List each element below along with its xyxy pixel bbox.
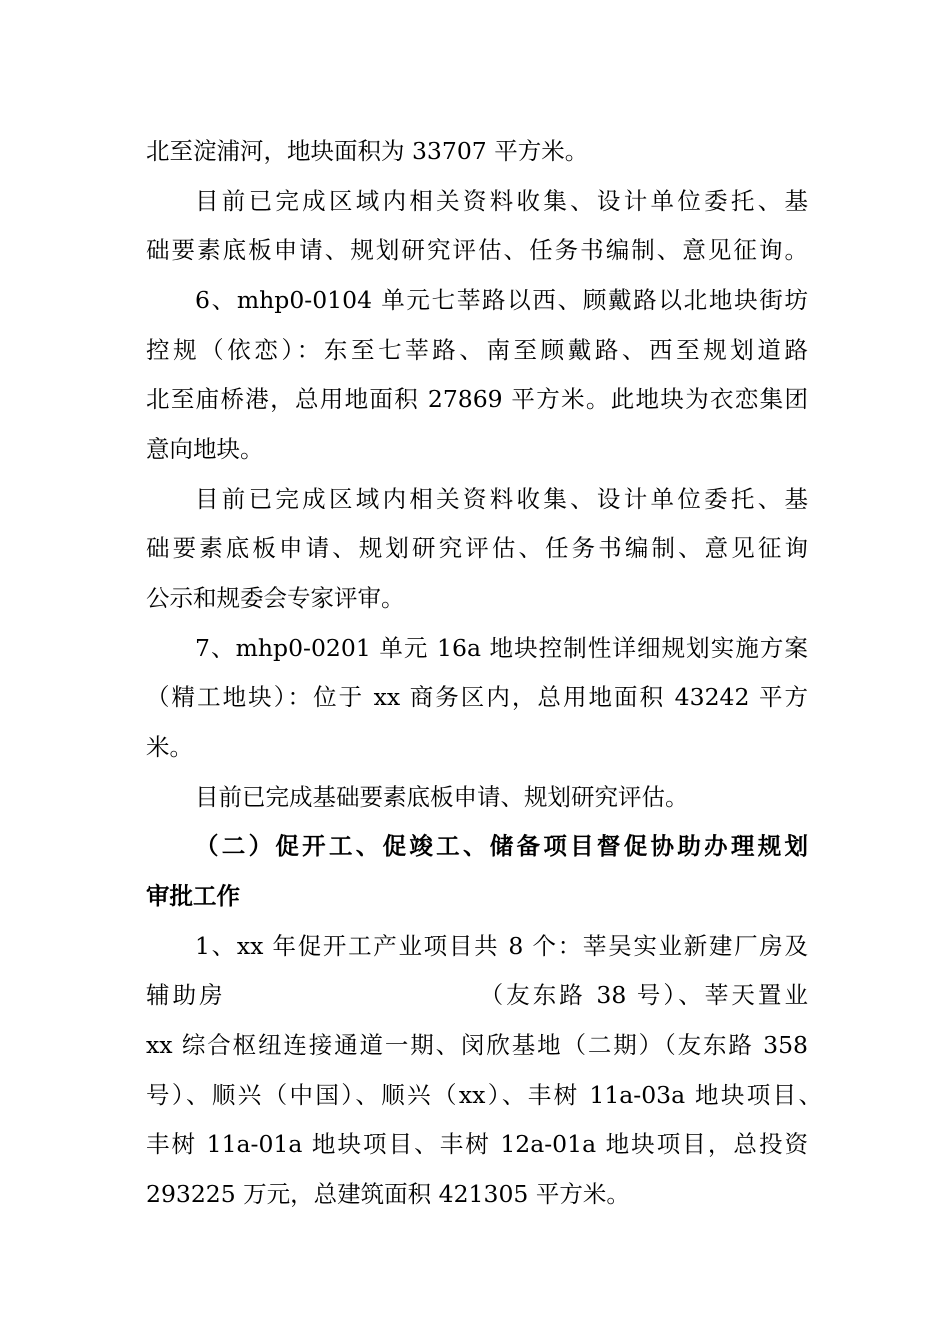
- paragraph-line: 293225 万元，总建筑面积 421305 平方米。: [146, 1180, 630, 1208]
- paragraph-line: 础要素底板申请、规划研究评估、任务书编制、意见征询。: [146, 236, 808, 264]
- paragraph-line: 控规（依恋）：东至七莘路、南至顾戴路、西至规划道路: [146, 336, 808, 364]
- paragraph-line: 号）、顺兴（中国）、顺兴（xx）、丰树 11a-03a 地块项目、: [146, 1081, 822, 1109]
- section-heading-line: 审批工作: [146, 882, 240, 910]
- paragraph-line: 6、mhp0-0104 单元七莘路以西、顾戴路以北地块街坊: [195, 286, 808, 314]
- paragraph-line: 丰树 11a-01a 地块项目、丰树 12a-01a 地块项目，总投资: [146, 1130, 808, 1158]
- paragraph-line: 目前已完成区域内相关资料收集、设计单位委托、基: [195, 485, 808, 513]
- paragraph-line: 公示和规委会专家评审。: [146, 584, 405, 612]
- paragraph-line: xx 综合枢纽连接通道一期、闵欣基地（二期）（友东路 358: [146, 1031, 808, 1059]
- paragraph-line: 础要素底板申请、规划研究评估、任务书编制、意见征询: [146, 534, 808, 562]
- paragraph-line: 北至淀浦河，地块面积为 33707 平方米。: [146, 137, 589, 165]
- paragraph-line: 意向地块。: [146, 435, 264, 463]
- paragraph-line: 1、xx 年促开工产业项目共 8 个：莘吴实业新建厂房及: [195, 932, 808, 960]
- paragraph-line: 目前已完成区域内相关资料收集、设计单位委托、基: [195, 187, 808, 215]
- paragraph-line: 辅助房 （友东路 38 号）、莘天置业: [146, 981, 808, 1009]
- paragraph-line: 米。: [146, 733, 193, 761]
- section-heading-line: （二）促开工、促竣工、储备项目督促协助办理规划: [195, 832, 808, 860]
- paragraph-line: 北至庙桥港，总用地面积 27869 平方米。此地块为衣恋集团: [146, 385, 808, 413]
- paragraph-line: 7、mhp0-0201 单元 16a 地块控制性详细规划实施方案: [195, 634, 808, 662]
- paragraph-line: 目前已完成基础要素底板申请、规划研究评估。: [195, 783, 689, 811]
- paragraph-line: （精工地块）：位于 xx 商务区内，总用地面积 43242 平方: [146, 683, 808, 711]
